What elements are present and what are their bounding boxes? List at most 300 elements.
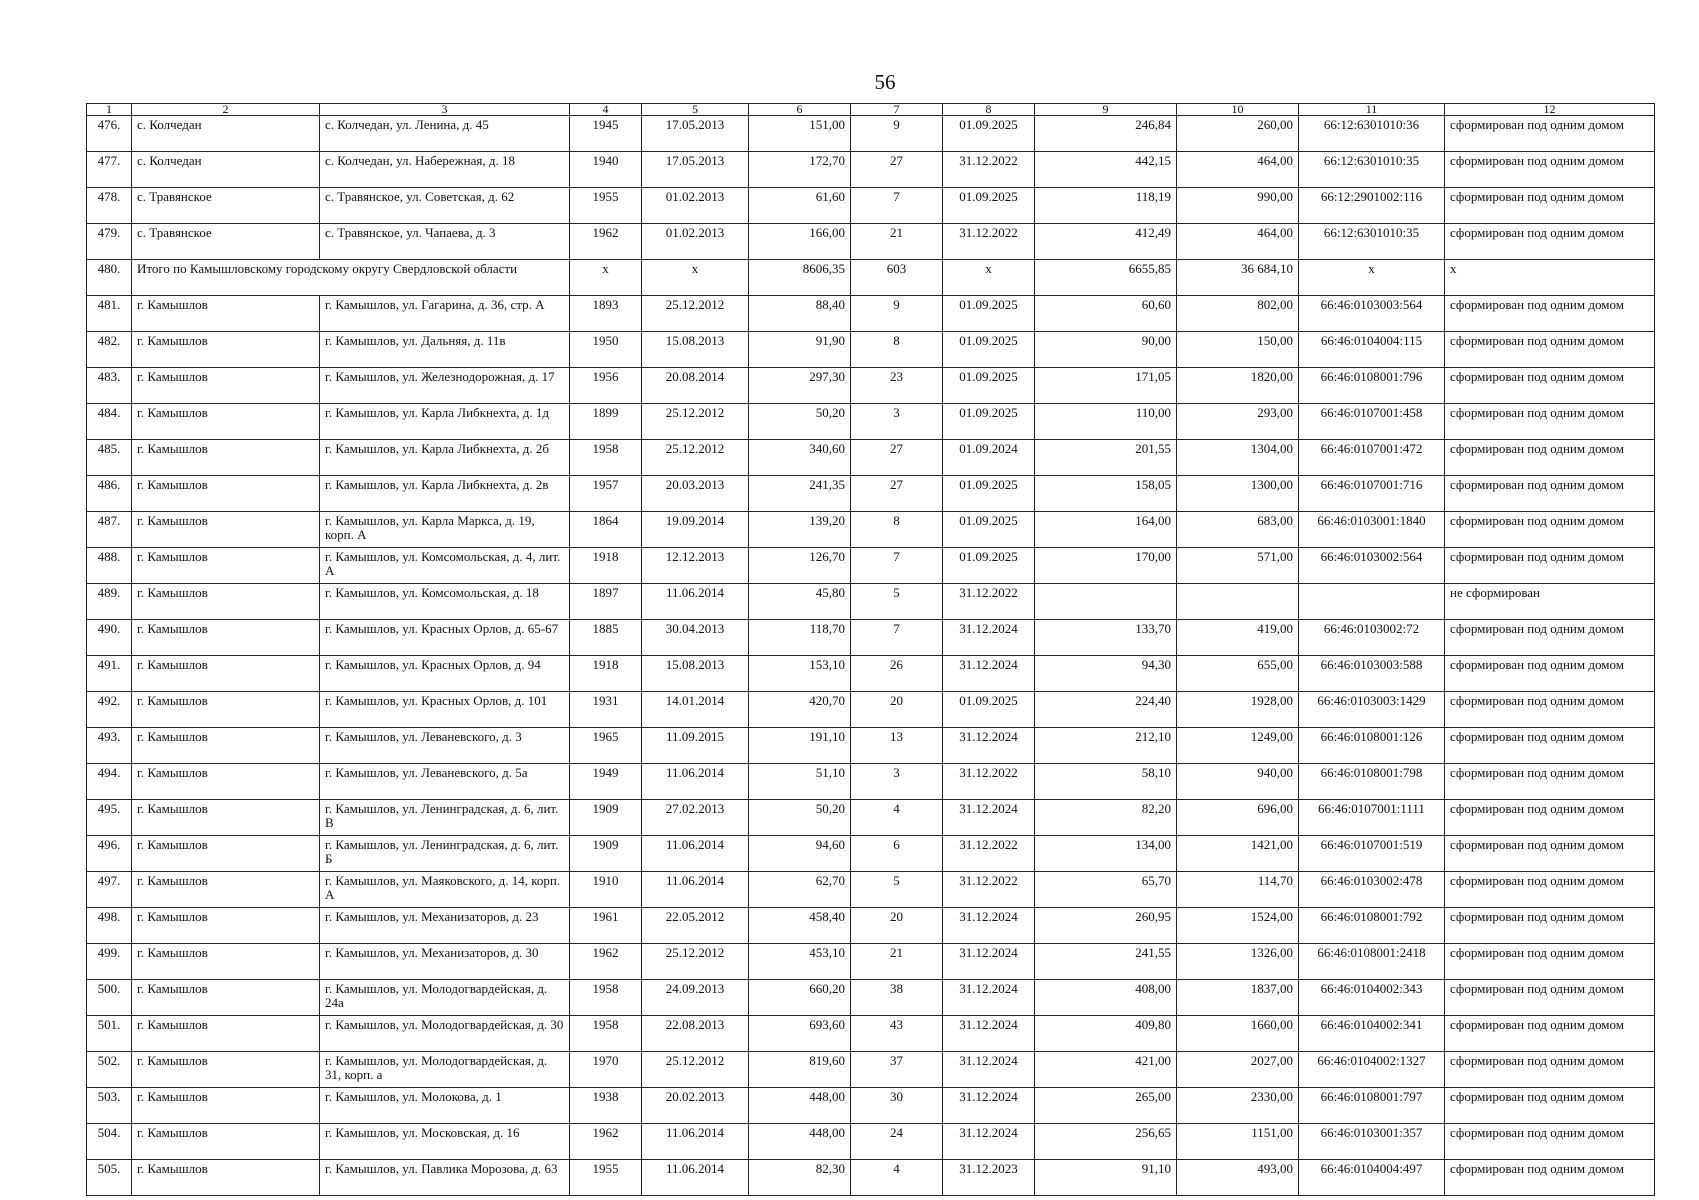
emergency-date: 15.08.2013 — [642, 656, 749, 692]
building-address: с. Колчедан, ул. Набережная, д. 18 — [320, 152, 570, 188]
building-area: 94,60 — [749, 836, 851, 872]
cadastral-number: 66:46:0104002:341 — [1299, 1016, 1445, 1052]
row-number: 484. — [87, 404, 132, 440]
building-address: г. Камышлов, ул. Маяковского, д. 14, корп. А — [320, 872, 570, 908]
year-built: 1931 — [570, 692, 642, 728]
emergency-date: 11.06.2014 — [642, 584, 749, 620]
relocation-deadline: x — [943, 260, 1035, 296]
building-area: 126,70 — [749, 548, 851, 584]
relocation-deadline: 01.09.2025 — [943, 332, 1035, 368]
row-number: 498. — [87, 908, 132, 944]
year-built: 1949 — [570, 764, 642, 800]
living-area: 90,00 — [1035, 332, 1177, 368]
emergency-date: 01.02.2013 — [642, 188, 749, 224]
column-number-header — [87, 104, 1655, 116]
building-address: с. Колчедан, ул. Ленина, д. 45 — [320, 116, 570, 152]
residents-count: 5 — [851, 872, 943, 908]
land-plot-area: 571,00 — [1177, 548, 1299, 584]
building-address: г. Камышлов, ул. Молодогвардейская, д. 30 — [320, 1016, 570, 1052]
relocation-deadline: 31.12.2024 — [943, 800, 1035, 836]
year-built: 1958 — [570, 440, 642, 476]
building-area: 139,20 — [749, 512, 851, 548]
relocation-deadline: 01.09.2025 — [943, 476, 1035, 512]
living-area: 133,70 — [1035, 620, 1177, 656]
emergency-date: 25.12.2012 — [642, 404, 749, 440]
table-row — [87, 908, 1655, 944]
year-built: 1958 — [570, 1016, 642, 1052]
land-status: сформирован под одним домом — [1445, 332, 1655, 368]
year-built: 1918 — [570, 548, 642, 584]
settlement-name: с. Колчедан — [132, 152, 320, 188]
relocation-deadline: 31.12.2022 — [943, 872, 1035, 908]
land-status: сформирован под одним домом — [1445, 1088, 1655, 1124]
settlement-name: г. Камышлов — [132, 476, 320, 512]
settlement-name: г. Камышлов — [132, 980, 320, 1016]
table-row — [87, 512, 1655, 548]
table-row — [87, 980, 1655, 1016]
living-area: 409,80 — [1035, 1016, 1177, 1052]
column-number: 5 — [642, 104, 749, 116]
cadastral-number: 66:46:0108001:126 — [1299, 728, 1445, 764]
table-row — [87, 1124, 1655, 1160]
settlement-name: г. Камышлов — [132, 908, 320, 944]
building-area: 448,00 — [749, 1124, 851, 1160]
land-plot-area: 1304,00 — [1177, 440, 1299, 476]
residents-count: 24 — [851, 1124, 943, 1160]
cadastral-number: 66:46:0107001:458 — [1299, 404, 1445, 440]
cadastral-number: 66:46:0104002:1327 — [1299, 1052, 1445, 1088]
year-built: 1957 — [570, 476, 642, 512]
emergency-date: 15.08.2013 — [642, 332, 749, 368]
land-plot-area: 940,00 — [1177, 764, 1299, 800]
settlement-name: г. Камышлов — [132, 728, 320, 764]
residents-count: 21 — [851, 944, 943, 980]
emergency-date: 25.12.2012 — [642, 944, 749, 980]
living-area: 170,00 — [1035, 548, 1177, 584]
emergency-date: 30.04.2013 — [642, 620, 749, 656]
residents-count: 23 — [851, 368, 943, 404]
building-address: г. Камышлов, ул. Молодогвардейская, д. 31, корп. а — [320, 1052, 570, 1088]
land-plot-area: 464,00 — [1177, 152, 1299, 188]
cadastral-number: 66:46:0103002:564 — [1299, 548, 1445, 584]
building-address: г. Камышлов, ул. Комсомольская, д. 18 — [320, 584, 570, 620]
table-row — [87, 1160, 1655, 1196]
cadastral-number: 66:46:0107001:519 — [1299, 836, 1445, 872]
emergency-date: 20.08.2014 — [642, 368, 749, 404]
row-number: 485. — [87, 440, 132, 476]
settlement-name: г. Камышлов — [132, 368, 320, 404]
building-area: 660,20 — [749, 980, 851, 1016]
building-area: 340,60 — [749, 440, 851, 476]
building-area: 448,00 — [749, 1088, 851, 1124]
table-row — [87, 1052, 1655, 1088]
relocation-deadline: 31.12.2024 — [943, 1052, 1035, 1088]
residents-count: 6 — [851, 836, 943, 872]
emergency-date: 12.12.2013 — [642, 548, 749, 584]
relocation-deadline: 01.09.2025 — [943, 512, 1035, 548]
year-built: 1962 — [570, 944, 642, 980]
column-number: 9 — [1035, 104, 1177, 116]
emergency-date: 25.12.2012 — [642, 1052, 749, 1088]
cadastral-number: 66:12:6301010:36 — [1299, 116, 1445, 152]
residents-count: 27 — [851, 476, 943, 512]
land-status: сформирован под одним домом — [1445, 1052, 1655, 1088]
relocation-deadline: 31.12.2024 — [943, 728, 1035, 764]
emergency-date: 25.12.2012 — [642, 440, 749, 476]
building-address: г. Камышлов, ул. Гагарина, д. 36, стр. А — [320, 296, 570, 332]
cadastral-number: 66:46:0103003:588 — [1299, 656, 1445, 692]
table-row — [87, 800, 1655, 836]
land-status: сформирован под одним домом — [1445, 764, 1655, 800]
emergency-date: 11.06.2014 — [642, 1124, 749, 1160]
column-number: 11 — [1299, 104, 1445, 116]
row-number: 504. — [87, 1124, 132, 1160]
row-number: 479. — [87, 224, 132, 260]
living-area: 260,95 — [1035, 908, 1177, 944]
cadastral-number: 66:46:0103002:72 — [1299, 620, 1445, 656]
building-address: г. Камышлов, ул. Карла Маркса, д. 19, корп. А — [320, 512, 570, 548]
table-row — [87, 476, 1655, 512]
settlement-name: г. Камышлов — [132, 656, 320, 692]
cadastral-number: 66:46:0108001:792 — [1299, 908, 1445, 944]
building-address: г. Камышлов, ул. Московская, д. 16 — [320, 1124, 570, 1160]
relocation-deadline: 31.12.2024 — [943, 656, 1035, 692]
relocation-deadline: 31.12.2022 — [943, 764, 1035, 800]
building-area: 50,20 — [749, 800, 851, 836]
column-number: 7 — [851, 104, 943, 116]
settlement-name: г. Камышлов — [132, 404, 320, 440]
emergency-date: 11.06.2014 — [642, 1160, 749, 1196]
year-built: 1938 — [570, 1088, 642, 1124]
emergency-date: 22.08.2013 — [642, 1016, 749, 1052]
cadastral-number: 66:46:0104004:497 — [1299, 1160, 1445, 1196]
year-built: 1918 — [570, 656, 642, 692]
cadastral-number — [1299, 584, 1445, 620]
settlement-name: г. Камышлов — [132, 620, 320, 656]
table-row — [87, 224, 1655, 260]
row-number: 480. — [87, 260, 132, 296]
year-built: 1955 — [570, 188, 642, 224]
building-address: г. Камышлов, ул. Красных Орлов, д. 65-67 — [320, 620, 570, 656]
table-row — [87, 1016, 1655, 1052]
row-number: 503. — [87, 1088, 132, 1124]
building-area: 819,60 — [749, 1052, 851, 1088]
land-plot-area: 493,00 — [1177, 1160, 1299, 1196]
row-number: 495. — [87, 800, 132, 836]
building-area: 88,40 — [749, 296, 851, 332]
land-status: сформирован под одним домом — [1445, 368, 1655, 404]
land-status: сформирован под одним домом — [1445, 692, 1655, 728]
year-built: 1940 — [570, 152, 642, 188]
emergency-date: 25.12.2012 — [642, 296, 749, 332]
cadastral-number: 66:46:0108001:798 — [1299, 764, 1445, 800]
residents-count: 603 — [851, 260, 943, 296]
residents-count: 8 — [851, 332, 943, 368]
settlement-name: г. Камышлов — [132, 692, 320, 728]
building-area: 50,20 — [749, 404, 851, 440]
cadastral-number: 66:46:0107001:472 — [1299, 440, 1445, 476]
column-number: 12 — [1445, 104, 1655, 116]
living-area: 60,60 — [1035, 296, 1177, 332]
relocation-deadline: 31.12.2023 — [943, 1160, 1035, 1196]
cadastral-number: x — [1299, 260, 1445, 296]
land-plot-area: 1820,00 — [1177, 368, 1299, 404]
residents-count: 7 — [851, 620, 943, 656]
table-row — [87, 404, 1655, 440]
residents-count: 30 — [851, 1088, 943, 1124]
emergency-date: 20.02.2013 — [642, 1088, 749, 1124]
cadastral-number: 66:46:0104004:115 — [1299, 332, 1445, 368]
row-number: 492. — [87, 692, 132, 728]
relocation-deadline: 31.12.2022 — [943, 224, 1035, 260]
land-plot-area: 260,00 — [1177, 116, 1299, 152]
relocation-deadline: 01.09.2025 — [943, 368, 1035, 404]
residents-count: 38 — [851, 980, 943, 1016]
building-address: г. Камышлов, ул. Павлика Морозова, д. 63 — [320, 1160, 570, 1196]
building-address: г. Камышлов, ул. Молодогвардейская, д. 24а — [320, 980, 570, 1016]
row-number: 496. — [87, 836, 132, 872]
emergency-date: x — [642, 260, 749, 296]
building-area: 420,70 — [749, 692, 851, 728]
cadastral-number: 66:46:0108001:796 — [1299, 368, 1445, 404]
residents-count: 26 — [851, 656, 943, 692]
building-address: г. Камышлов, ул. Леваневского, д. 5а — [320, 764, 570, 800]
building-address: с. Травянское, ул. Советская, д. 62 — [320, 188, 570, 224]
residents-count: 5 — [851, 584, 943, 620]
relocation-deadline: 31.12.2022 — [943, 152, 1035, 188]
row-number: 499. — [87, 944, 132, 980]
emergency-date: 27.02.2013 — [642, 800, 749, 836]
emergency-date: 11.06.2014 — [642, 764, 749, 800]
settlement-name: г. Камышлов — [132, 512, 320, 548]
relocation-deadline: 31.12.2024 — [943, 1088, 1035, 1124]
table-row — [87, 1088, 1655, 1124]
land-plot-area: 1837,00 — [1177, 980, 1299, 1016]
settlement-name: г. Камышлов — [132, 1052, 320, 1088]
row-number: 497. — [87, 872, 132, 908]
land-status: не сформирован — [1445, 584, 1655, 620]
living-area: 110,00 — [1035, 404, 1177, 440]
living-area: 134,00 — [1035, 836, 1177, 872]
land-plot-area: 2330,00 — [1177, 1088, 1299, 1124]
row-number: 477. — [87, 152, 132, 188]
living-area: 265,00 — [1035, 1088, 1177, 1124]
row-number: 488. — [87, 548, 132, 584]
cadastral-number: 66:46:0108001:797 — [1299, 1088, 1445, 1124]
housing-register-table — [86, 103, 1655, 1196]
relocation-deadline: 31.12.2024 — [943, 944, 1035, 980]
residents-count: 7 — [851, 548, 943, 584]
building-address: г. Камышлов, ул. Леваневского, д. 3 — [320, 728, 570, 764]
row-number: 502. — [87, 1052, 132, 1088]
year-built: 1909 — [570, 836, 642, 872]
emergency-date: 11.09.2015 — [642, 728, 749, 764]
land-status: сформирован под одним домом — [1445, 800, 1655, 836]
relocation-deadline: 31.12.2022 — [943, 584, 1035, 620]
table-row — [87, 116, 1655, 152]
column-number: 6 — [749, 104, 851, 116]
land-status: сформирован под одним домом — [1445, 944, 1655, 980]
emergency-date: 11.06.2014 — [642, 872, 749, 908]
living-area: 118,19 — [1035, 188, 1177, 224]
building-area: 693,60 — [749, 1016, 851, 1052]
land-status: сформирован под одним домом — [1445, 296, 1655, 332]
living-area: 158,05 — [1035, 476, 1177, 512]
building-address: г. Камышлов, ул. Ленинградская, д. 6, лит. В — [320, 800, 570, 836]
land-status: сформирован под одним домом — [1445, 188, 1655, 224]
row-number: 481. — [87, 296, 132, 332]
table-row — [87, 836, 1655, 872]
settlement-name: г. Камышлов — [132, 836, 320, 872]
land-status: сформирован под одним домом — [1445, 656, 1655, 692]
building-area: 61,60 — [749, 188, 851, 224]
row-number: 487. — [87, 512, 132, 548]
land-status: сформирован под одним домом — [1445, 476, 1655, 512]
living-area: 442,15 — [1035, 152, 1177, 188]
year-built: 1864 — [570, 512, 642, 548]
year-built: 1909 — [570, 800, 642, 836]
land-status: сформирован под одним домом — [1445, 512, 1655, 548]
relocation-deadline: 01.09.2025 — [943, 296, 1035, 332]
building-address: г. Камышлов, ул. Ленинградская, д. 6, лит. Б — [320, 836, 570, 872]
table-row — [87, 548, 1655, 584]
relocation-deadline: 01.09.2025 — [943, 548, 1035, 584]
column-number: 4 — [570, 104, 642, 116]
emergency-date: 14.01.2014 — [642, 692, 749, 728]
building-address: г. Камышлов, ул. Механизаторов, д. 23 — [320, 908, 570, 944]
residents-count: 21 — [851, 224, 943, 260]
building-area: 82,30 — [749, 1160, 851, 1196]
building-address: г. Камышлов, ул. Красных Орлов, д. 94 — [320, 656, 570, 692]
cadastral-number: 66:46:0104002:343 — [1299, 980, 1445, 1016]
year-built: 1965 — [570, 728, 642, 764]
table-row — [87, 188, 1655, 224]
page-number: 56 — [874, 70, 896, 94]
land-status: сформирован под одним домом — [1445, 728, 1655, 764]
table-row — [87, 764, 1655, 800]
land-plot-area: 419,00 — [1177, 620, 1299, 656]
land-plot-area: 683,00 — [1177, 512, 1299, 548]
building-area: 118,70 — [749, 620, 851, 656]
table-row — [87, 872, 1655, 908]
settlement-name: г. Камышлов — [132, 800, 320, 836]
building-area: 45,80 — [749, 584, 851, 620]
column-number: 3 — [320, 104, 570, 116]
residents-count: 37 — [851, 1052, 943, 1088]
settlement-name: г. Камышлов — [132, 332, 320, 368]
column-number: 1 — [87, 104, 132, 116]
emergency-date: 20.03.2013 — [642, 476, 749, 512]
settlement-name: с. Травянское — [132, 188, 320, 224]
building-address: г. Камышлов, ул. Карла Либкнехта, д. 2в — [320, 476, 570, 512]
row-number: 478. — [87, 188, 132, 224]
settlement-name: г. Камышлов — [132, 764, 320, 800]
cadastral-number: 66:46:0103001:357 — [1299, 1124, 1445, 1160]
living-area: 412,49 — [1035, 224, 1177, 260]
building-area: 166,00 — [749, 224, 851, 260]
year-built: 1945 — [570, 116, 642, 152]
living-area: 421,00 — [1035, 1052, 1177, 1088]
land-status: x — [1445, 260, 1655, 296]
cadastral-number: 66:46:0107001:1111 — [1299, 800, 1445, 836]
settlement-name: г. Камышлов — [132, 584, 320, 620]
cadastral-number: 66:46:0103002:478 — [1299, 872, 1445, 908]
settlement-name: г. Камышлов — [132, 1016, 320, 1052]
living-area: 256,65 — [1035, 1124, 1177, 1160]
column-number: 2 — [132, 104, 320, 116]
year-built: x — [570, 260, 642, 296]
land-status: сформирован под одним домом — [1445, 1016, 1655, 1052]
relocation-deadline: 31.12.2024 — [943, 1016, 1035, 1052]
cadastral-number: 66:46:0103003:1429 — [1299, 692, 1445, 728]
residents-count: 27 — [851, 440, 943, 476]
row-number: 482. — [87, 332, 132, 368]
residents-count: 27 — [851, 152, 943, 188]
year-built: 1899 — [570, 404, 642, 440]
cadastral-number: 66:12:2901002:116 — [1299, 188, 1445, 224]
building-area: 191,10 — [749, 728, 851, 764]
row-number: 500. — [87, 980, 132, 1016]
emergency-date: 17.05.2013 — [642, 116, 749, 152]
land-plot-area: 655,00 — [1177, 656, 1299, 692]
year-built: 1956 — [570, 368, 642, 404]
land-status: сформирован под одним домом — [1445, 980, 1655, 1016]
residents-count: 4 — [851, 1160, 943, 1196]
row-number: 489. — [87, 584, 132, 620]
relocation-deadline: 01.09.2025 — [943, 188, 1035, 224]
land-plot-area: 1524,00 — [1177, 908, 1299, 944]
living-area: 91,10 — [1035, 1160, 1177, 1196]
building-area: 153,10 — [749, 656, 851, 692]
settlement-name: г. Камышлов — [132, 296, 320, 332]
land-plot-area: 464,00 — [1177, 224, 1299, 260]
land-plot-area: 990,00 — [1177, 188, 1299, 224]
cadastral-number: 66:46:0107001:716 — [1299, 476, 1445, 512]
table-row — [87, 728, 1655, 764]
year-built: 1897 — [570, 584, 642, 620]
land-status: сформирован под одним домом — [1445, 116, 1655, 152]
building-area: 458,40 — [749, 908, 851, 944]
table-row — [87, 260, 1655, 296]
year-built: 1950 — [570, 332, 642, 368]
year-built: 1955 — [570, 1160, 642, 1196]
year-built: 1961 — [570, 908, 642, 944]
building-address: г. Камышлов, ул. Красных Орлов, д. 101 — [320, 692, 570, 728]
land-plot-area: 1249,00 — [1177, 728, 1299, 764]
settlement-name: г. Камышлов — [132, 1124, 320, 1160]
land-plot-area: 1151,00 — [1177, 1124, 1299, 1160]
land-status: сформирован под одним домом — [1445, 548, 1655, 584]
building-area: 8606,35 — [749, 260, 851, 296]
residents-count: 20 — [851, 908, 943, 944]
emergency-date: 11.06.2014 — [642, 836, 749, 872]
table-row — [87, 332, 1655, 368]
row-number: 483. — [87, 368, 132, 404]
relocation-deadline: 01.09.2025 — [943, 692, 1035, 728]
residents-count: 20 — [851, 692, 943, 728]
table-row — [87, 656, 1655, 692]
building-area: 91,90 — [749, 332, 851, 368]
living-area: 212,10 — [1035, 728, 1177, 764]
year-built: 1962 — [570, 1124, 642, 1160]
row-number: 491. — [87, 656, 132, 692]
residents-count: 13 — [851, 728, 943, 764]
building-address: г. Камышлов, ул. Комсомольская, д. 4, лит. А — [320, 548, 570, 584]
land-plot-area — [1177, 584, 1299, 620]
residents-count: 3 — [851, 764, 943, 800]
land-status: сформирован под одним домом — [1445, 1124, 1655, 1160]
table-row — [87, 152, 1655, 188]
